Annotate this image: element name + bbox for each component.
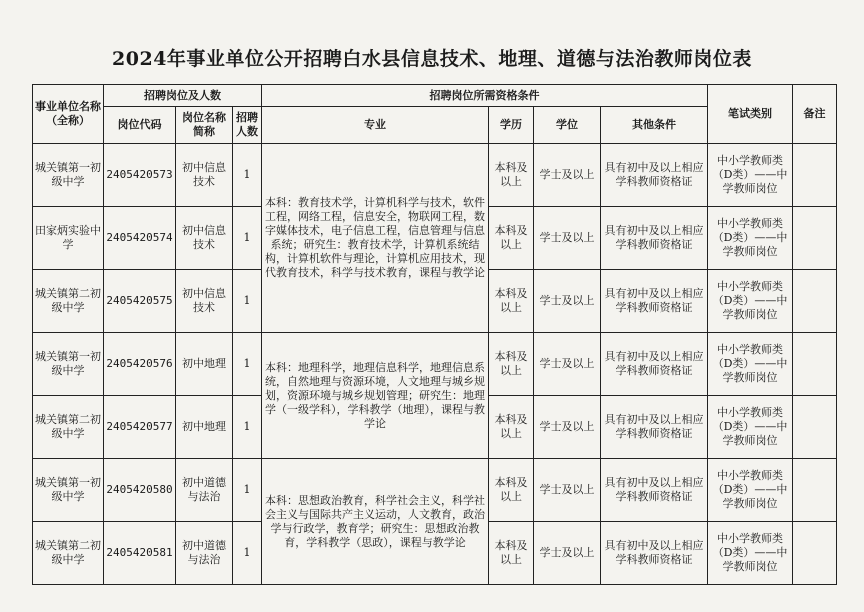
header-education: 学历	[489, 107, 534, 144]
table-row	[33, 144, 837, 207]
degree-cell: 学士及以上	[534, 207, 601, 270]
education-cell: 本科及以上	[489, 333, 534, 396]
degree-cell: 学士及以上	[534, 333, 601, 396]
table-row	[33, 333, 837, 396]
header-post-code: 岗位代码	[104, 107, 176, 144]
unit-cell: 城关镇第二初级中学	[33, 522, 104, 585]
education-cell: 本科及以上	[489, 459, 534, 522]
degree-cell: 学士及以上	[534, 459, 601, 522]
headcount-cell: 1	[233, 207, 262, 270]
remarks-cell	[793, 522, 837, 585]
unit-cell: 城关镇第一初级中学	[33, 333, 104, 396]
remarks-cell	[793, 144, 837, 207]
exam-cell: 中小学教师类（D类）——中学教师岗位	[708, 522, 793, 585]
headcount-cell: 1	[233, 333, 262, 396]
exam-cell: 中小学教师类（D类）——中学教师岗位	[708, 396, 793, 459]
header-post-group: 招聘岗位及人数	[104, 85, 262, 107]
post-name-cell: 初中地理	[176, 333, 233, 396]
post-code-cell: 2405420580	[104, 459, 176, 522]
position-table	[32, 84, 837, 585]
exam-cell: 中小学教师类（D类）——中学教师岗位	[708, 270, 793, 333]
other-cell: 具有初中及以上相应学科教师资格证	[601, 522, 708, 585]
page-title: 2024年事业单位公开招聘白水县信息技术、地理、道德与法治教师岗位表	[112, 48, 752, 70]
major-cell-moral: 本科：思想政治教育，科学社会主义，科学社会主义与国际共产主义运动，人文教育，政治学与行政学，教育学；研究生：思想政治教育，学科教学（思政），课程与教学论	[262, 459, 489, 585]
major-cell-it: 本科：教育技术学，计算机科学与技术，软件工程，网络工程，信息安全，物联网工程，数字媒体技术，电子信息工程，信息管理与信息系统；研究生：教育技术学，计算机系统结构，计算机软件与理论，计算机应用技术，现代教育技术，科学与技术教育，课程与教学论	[262, 144, 489, 333]
post-name-cell: 初中信息技术	[176, 144, 233, 207]
education-cell: 本科及以上	[489, 522, 534, 585]
header-degree: 学位	[534, 107, 601, 144]
degree-cell: 学士及以上	[534, 144, 601, 207]
other-cell: 具有初中及以上相应学科教师资格证	[601, 396, 708, 459]
education-cell: 本科及以上	[489, 270, 534, 333]
remarks-cell	[793, 459, 837, 522]
post-name-cell: 初中道德与法治	[176, 459, 233, 522]
headcount-cell: 1	[233, 270, 262, 333]
unit-cell: 城关镇第二初级中学	[33, 270, 104, 333]
other-cell: 具有初中及以上相应学科教师资格证	[601, 270, 708, 333]
other-cell: 具有初中及以上相应学科教师资格证	[601, 333, 708, 396]
headcount-cell: 1	[233, 459, 262, 522]
post-code-cell: 2405420576	[104, 333, 176, 396]
post-code-cell: 2405420577	[104, 396, 176, 459]
post-code-cell: 2405420581	[104, 522, 176, 585]
other-cell: 具有初中及以上相应学科教师资格证	[601, 459, 708, 522]
education-cell: 本科及以上	[489, 396, 534, 459]
header-other: 其他条件	[601, 107, 708, 144]
post-name-cell: 初中信息技术	[176, 207, 233, 270]
unit-cell: 田家炳实验中学	[33, 207, 104, 270]
post-name-cell: 初中道德与法治	[176, 522, 233, 585]
exam-cell: 中小学教师类（D类）——中学教师岗位	[708, 207, 793, 270]
header-exam: 笔试类别	[708, 85, 793, 144]
exam-cell: 中小学教师类（D类）——中学教师岗位	[708, 333, 793, 396]
other-cell: 具有初中及以上相应学科教师资格证	[601, 144, 708, 207]
unit-cell: 城关镇第一初级中学	[33, 144, 104, 207]
exam-cell: 中小学教师类（D类）——中学教师岗位	[708, 459, 793, 522]
header-post-name: 岗位名称简称	[176, 107, 233, 144]
remarks-cell	[793, 207, 837, 270]
post-name-cell: 初中地理	[176, 396, 233, 459]
exam-cell: 中小学教师类（D类）——中学教师岗位	[708, 144, 793, 207]
major-cell-geo: 本科：地理科学，地理信息科学，地理信息系统，自然地理与资源环境，人文地理与城乡规划，资源环境与城乡规划管理；研究生：地理学（一级学科），学科教学（地理），课程与教学论	[262, 333, 489, 459]
header-qual-group: 招聘岗位所需资格条件	[262, 85, 708, 107]
degree-cell: 学士及以上	[534, 522, 601, 585]
post-code-cell: 2405420575	[104, 270, 176, 333]
unit-cell: 城关镇第二初级中学	[33, 396, 104, 459]
education-cell: 本科及以上	[489, 207, 534, 270]
headcount-cell: 1	[233, 144, 262, 207]
headcount-cell: 1	[233, 396, 262, 459]
degree-cell: 学士及以上	[534, 270, 601, 333]
header-remarks: 备注	[793, 85, 837, 144]
header-headcount: 招聘人数	[233, 107, 262, 144]
remarks-cell	[793, 396, 837, 459]
headcount-cell: 1	[233, 522, 262, 585]
degree-cell: 学士及以上	[534, 396, 601, 459]
unit-cell: 城关镇第一初级中学	[33, 459, 104, 522]
post-name-cell: 初中信息技术	[176, 270, 233, 333]
remarks-cell	[793, 333, 837, 396]
header-unit: 事业单位名称（全称）	[33, 85, 104, 144]
table-row	[33, 459, 837, 522]
education-cell: 本科及以上	[489, 144, 534, 207]
post-code-cell: 2405420573	[104, 144, 176, 207]
post-code-cell: 2405420574	[104, 207, 176, 270]
header-major: 专业	[262, 107, 489, 144]
remarks-cell	[793, 270, 837, 333]
other-cell: 具有初中及以上相应学科教师资格证	[601, 207, 708, 270]
